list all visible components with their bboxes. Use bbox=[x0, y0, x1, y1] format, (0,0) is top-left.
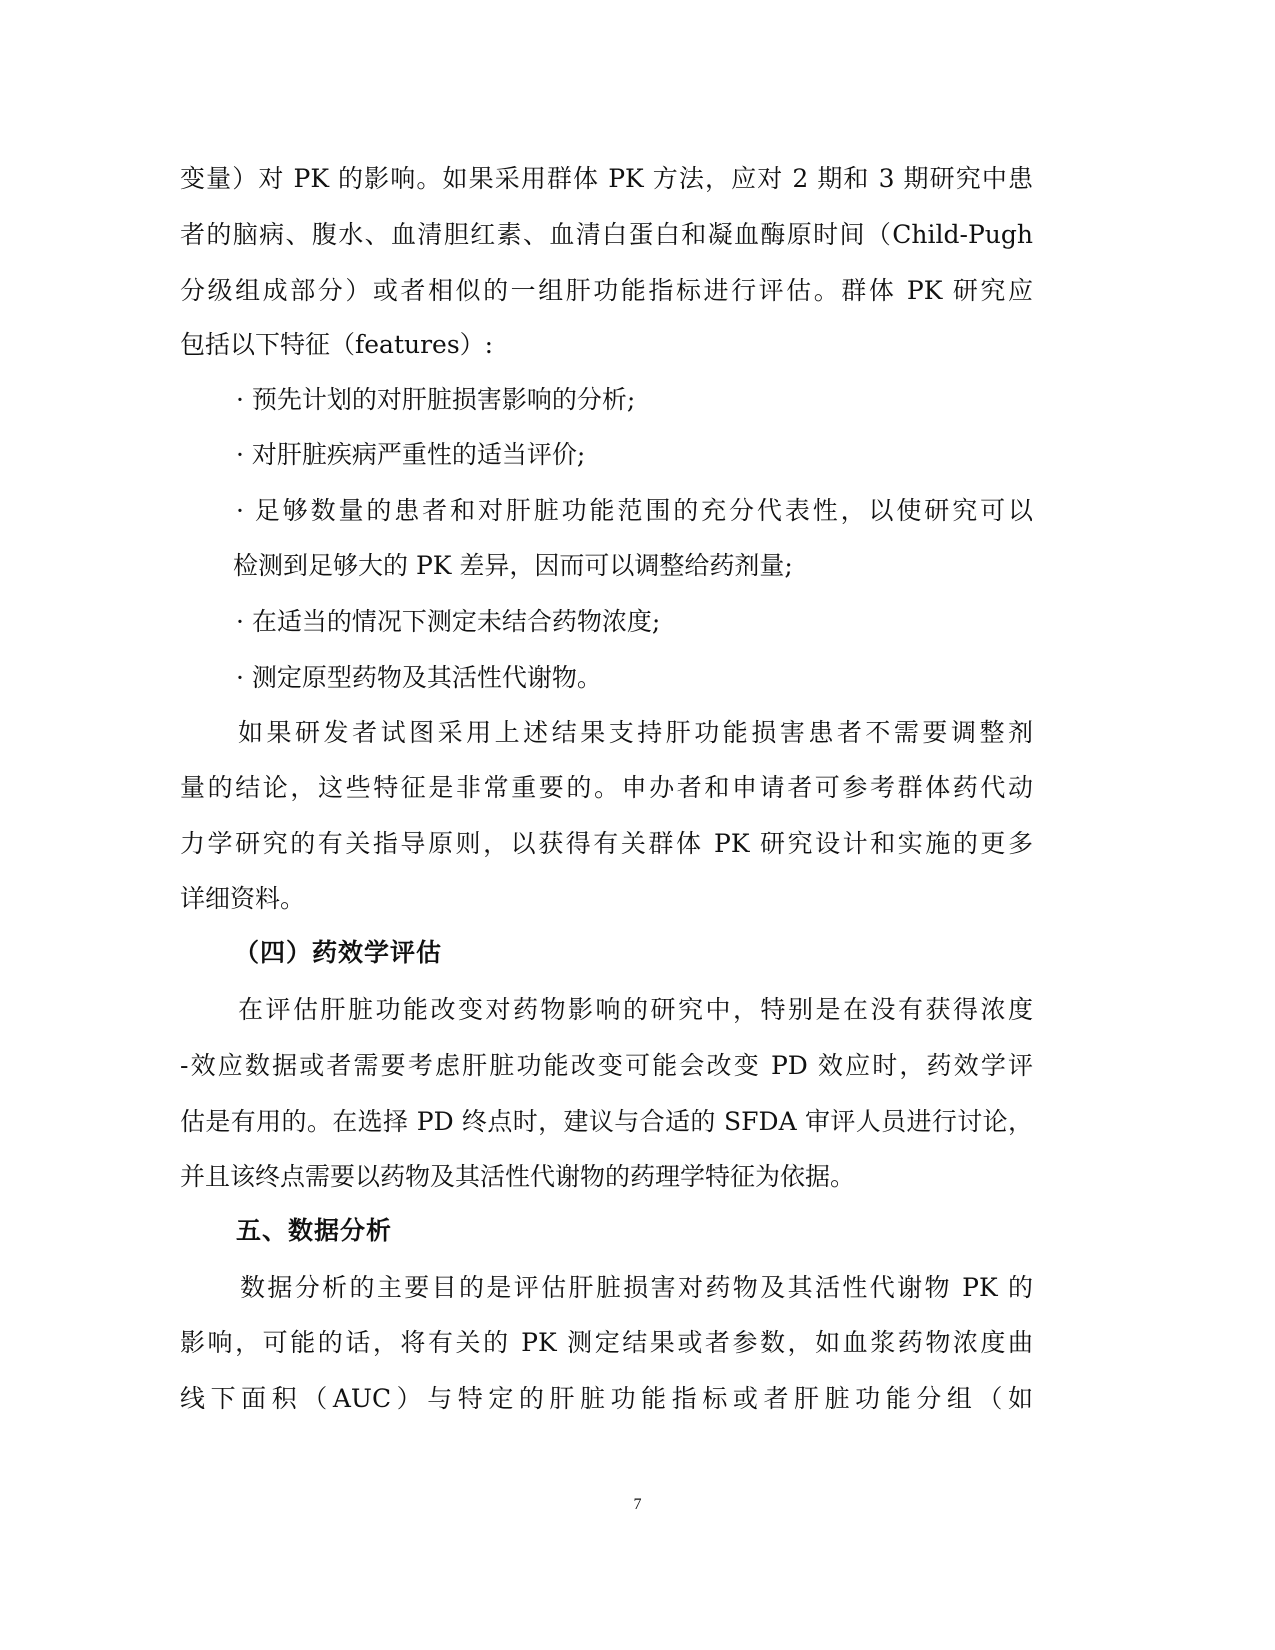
paragraph-3-line-4: 并且该终点需要以药物及其活性代谢物的药理学特征为依据。 bbox=[180, 1162, 856, 1191]
bullet-item-3: · 足够数量的患者和对肝脏功能范围的充分代表性，以使研究可以 bbox=[236, 496, 1033, 525]
bullet-item-2: · 对肝脏疾病严重性的适当评价; bbox=[236, 440, 586, 469]
paragraph-1-line-1: 变量）对 PK 的影响。如果采用群体 PK 方法，应对 2 期和 3 期研究中患 bbox=[180, 164, 1033, 193]
paragraph-2-line-1: 如果研发者试图采用上述结果支持肝功能损害患者不需要调整剂 bbox=[238, 718, 1033, 747]
paragraph-4-line-1: 数据分析的主要目的是评估肝脏损害对药物及其活性代谢物 PK 的 bbox=[240, 1273, 1033, 1302]
paragraph-1-line-2: 者的脑病、腹水、血清胆红素、血清白蛋白和凝血酶原时间（Child-Pugh bbox=[180, 220, 1033, 249]
paragraph-3-line-2: -效应数据或者需要考虑肝脏功能改变可能会改变 PD 效应时，药效学评 bbox=[180, 1051, 1033, 1080]
bullet-item-3-continuation: 检测到足够大的 PK 差异，因而可以调整给药剂量; bbox=[233, 551, 793, 580]
bullet-item-1: · 预先计划的对肝脏损害影响的分析; bbox=[236, 385, 636, 414]
paragraph-2-line-3: 力学研究的有关指导原则，以获得有关群体 PK 研究设计和实施的更多 bbox=[180, 829, 1033, 858]
section-heading-pharmacodynamics: （四）药效学评估 bbox=[234, 938, 443, 967]
paragraph-4-line-3: 线下面积（AUC）与特定的肝脏功能指标或者肝脏功能分组（如 bbox=[180, 1384, 1033, 1413]
paragraph-1-line-3: 分级组成部分）或者相似的一组肝功能指标进行评估。群体 PK 研究应 bbox=[180, 276, 1033, 305]
paragraph-1-line-4: 包括以下特征（features）: bbox=[180, 330, 494, 359]
paragraph-3-line-3: 估是有用的。在选择 PD 终点时，建议与合适的 SFDA 审评人员进行讨论， bbox=[180, 1107, 1033, 1136]
bullet-item-4: · 在适当的情况下测定未结合药物浓度; bbox=[236, 607, 661, 636]
paragraph-4-line-2: 影响，可能的话，将有关的 PK 测定结果或者参数，如血浆药物浓度曲 bbox=[180, 1328, 1033, 1357]
section-heading-data-analysis: 五、数据分析 bbox=[236, 1216, 393, 1245]
page-number: 7 bbox=[633, 1496, 642, 1513]
bullet-item-5: · 测定原型药物及其活性代谢物。 bbox=[236, 663, 602, 692]
paragraph-2-line-2: 量的结论，这些特征是非常重要的。申办者和申请者可参考群体药代动 bbox=[180, 773, 1033, 802]
paragraph-2-line-4: 详细资料。 bbox=[180, 884, 306, 913]
paragraph-3-line-1: 在评估肝脏功能改变对药物影响的研究中，特别是在没有获得浓度 bbox=[238, 995, 1033, 1024]
